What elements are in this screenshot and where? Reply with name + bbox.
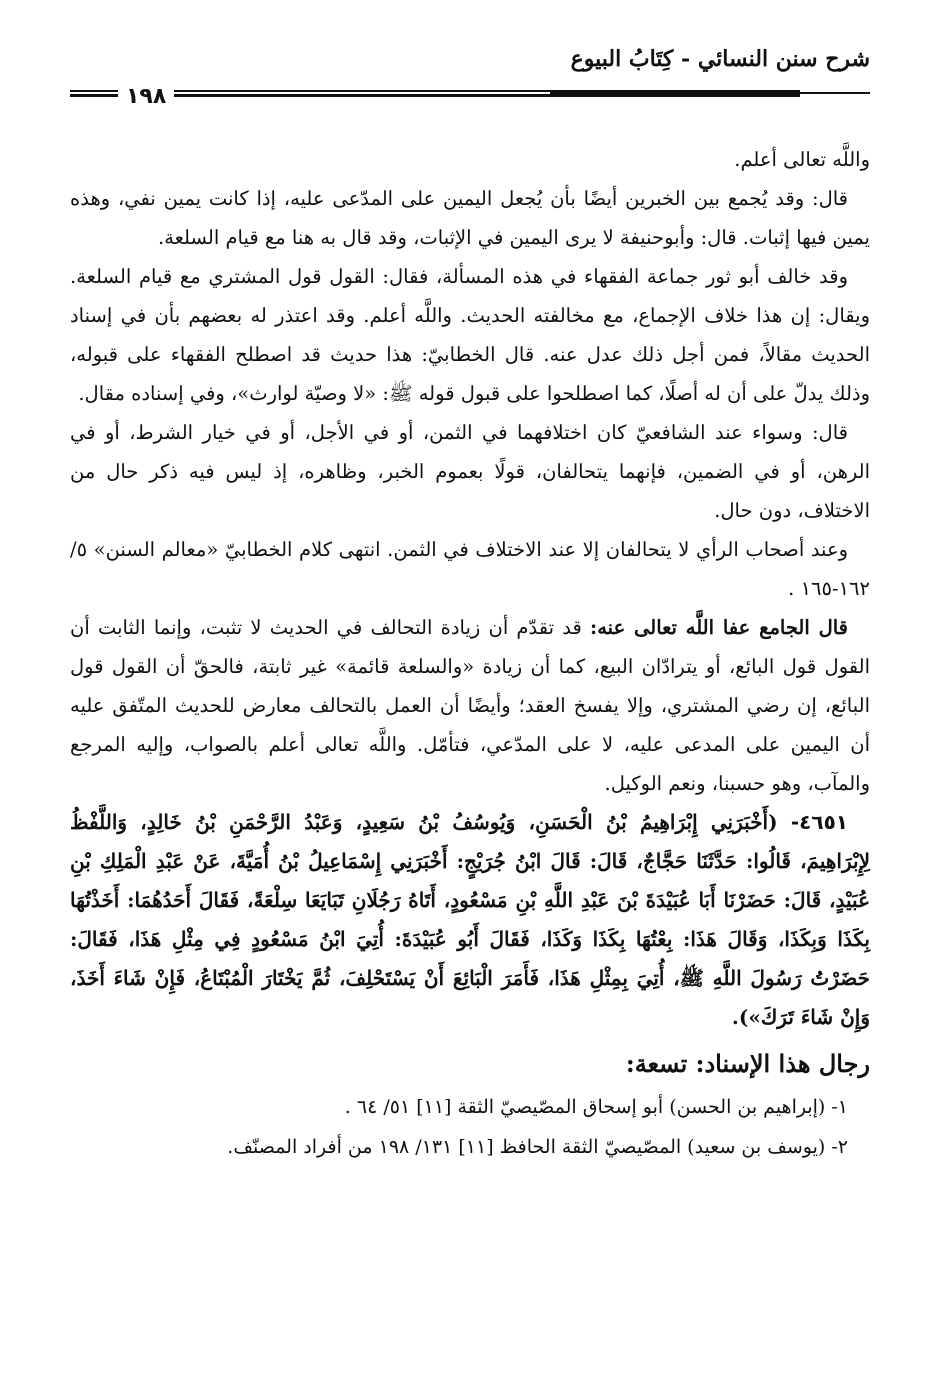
narrator-item: ١- (إبراهيم بن الحسن) أبو إسحاق المصّيصيّ الثقة [١١] ٥١/ ٦٤ . (344, 1096, 848, 1118)
compiler-note-lead: قال الجامع عفا اللَّه تعالى عنه: (590, 616, 849, 639)
running-title: شرح سنن النسائي - كِتَابُ البيوع (570, 46, 870, 72)
paragraph-compiler-note (70, 608, 870, 803)
narrators-heading: رجال هذا الإسناد: تسعة: (625, 1049, 870, 1078)
compiler-note-text: قد تقدّم أن زيادة التحالف في الحديث لا تثبت، وإنما الثابت أن القول قول البائع، أو يترادّان البيع، كما أن زيادة «والسلعة قائمة» غير ثابتة، فالحقّ أن القول قول البائع، إن رضي المشتري، وإلا يفسخ العقد؛ وأيضًا أن العمل بالتحالف معارض للحديث المتّفق عليه أن اليمين على المدعى عليه، لا على المدّعي، فتأمّل. واللَّه تعالى أعلم بالصواب، وإليه المرجع والمآب، وهو حسبنا، ونعم الوكيل. (70, 616, 870, 795)
hadith-block (70, 803, 870, 1037)
hadith-text: (أَخْبَرَنِي إِبْرَاهِيمُ بْنُ الْحَسَنِ، وَيُوسُفُ بْنُ سَعِيدٍ، وَعَبْدُ الرَّحْمَنِ بْنُ خَالِدٍ، وَاللَّفْظُ لِإِبْرَاهِيمَ، قَالُوا: حَدَّثَنَا حَجَّاجٌ، قَالَ: قَالَ ابْنُ جُرَيْجٍ: أَخْبَرَنِي إِسْمَاعِيلُ بْنُ أُمَيَّةَ، عَنْ عَبْدِ الْمَلِكِ بْنِ عُبَيْدٍ، قَالَ: حَضَرْنَا أَبَا عُبَيْدَةَ بْنَ عَبْدِ اللَّهِ بْنِ مَسْعُودٍ، أَتَاهُ رَجُلَانِ تَبَايَعَا سِلْعَةً، فَقَالَ أَحَدُهُمَا: أَخَذْتُهَا بِكَذَا وَبِكَذَا، وَقَالَ هَذَا: بِعْتُهَا بِكَذَا وَكَذَا، فَقَالَ أَبُو عُبَيْدَةَ: أُتِيَ ابْنُ مَسْعُودٍ فِي مِثْلِ هَذَا، فَقَالَ: حَضَرْتُ رَسُولَ اللَّهِ ﷺ، أُتِيَ بِمِثْلِ هَذَا، فَأَمَرَ الْبَائِعَ أَنْ يَسْتَحْلِفَ، ثُمَّ يَخْتَارَ الْمُبْتَاعُ، فَإِنْ شَاءَ أَخَذَ، وَإِنْ شَاءَ تَرَكَ»). (70, 810, 870, 1029)
hadith-number: ٤٦٥١- (790, 810, 848, 834)
book-page (70, 40, 870, 1350)
paragraph-closing: واللَّه تعالى أعلم. (734, 148, 870, 171)
page-header (70, 40, 870, 110)
paragraph-reconciliation: قال: وقد يُجمع بين الخبرين أيضًا بأن يُجعل اليمين على المدّعى عليه، إذا كانت يمين نفي، وهذه يمين فيها إثبات. قال: وأبوحنيفة لا يرى اليمين في الإثبات، وقد قال به هنا مع قيام السلعة. (70, 187, 870, 249)
page-number: ١٩٨ (118, 84, 174, 109)
header-double-rule (70, 90, 800, 97)
narrator-item: ٢- (يوسف بن سعيد) المصّيصيّ الثقة الحافظ [١١] ١٣١/ ١٩٨ من أفراد المصنّف. (227, 1136, 848, 1158)
paragraph-ahl-al-ray: وعند أصحاب الرأي لا يتحالفان إلا عند الاختلاف في الثمن. انتهى كلام الخطابيّ «معالم السنن» ٥/ ١٦٢-١٦٥ . (70, 538, 870, 600)
page-body (70, 140, 870, 1167)
paragraph-shafii: قال: وسواء عند الشافعيّ كان اختلافهما في الثمن، أو في الأجل، أو في خيار الشرط، أو في الرهن، أو في الضمين، فإنهما يتحالفان، قولًا بعموم الخبر، وظاهره، إذ ليس فيه ذكر حال من الاختلاف، دون حال. (70, 421, 870, 522)
paragraph-abu-thawr: وقد خالف أبو ثور جماعة الفقهاء في هذه المسألة، فقال: القول قول المشتري مع قيام السلعة. ويقال: إن هذا خلاف الإجماع، مع مخالفته الحديث. واللَّه أعلم. وقد اعتذر له بعضهم بأن في إسناد الحديث مقالاً، فمن أجل ذلك عدل عنه. قال الخطابيّ: هذا حديث قد اصطلح الفقهاء على قبوله، وذلك يدلّ على أن له أصلًا، كما اصطلحوا على قبول قوله ﷺ: «لا وصيّة لوارث»، وفي إسناده مقال. (70, 265, 870, 405)
